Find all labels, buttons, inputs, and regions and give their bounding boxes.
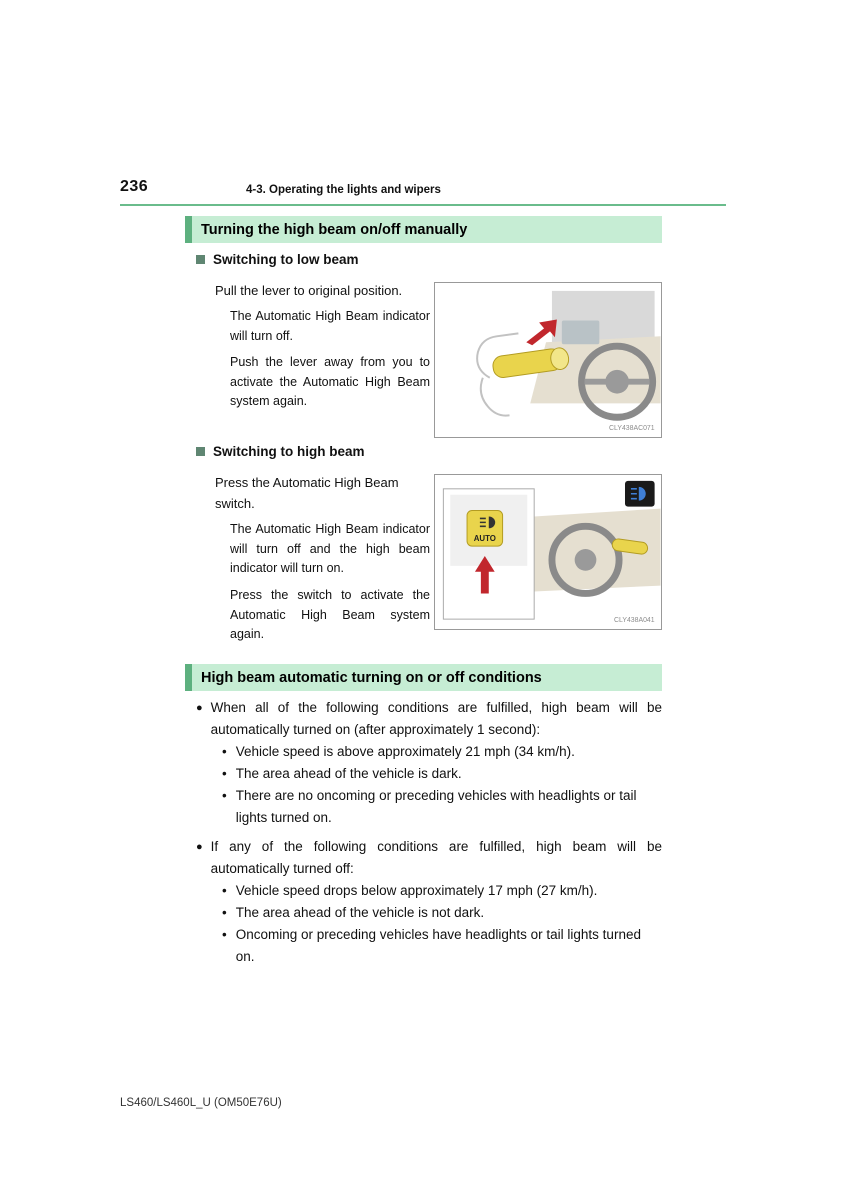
condition-item-text: The area ahead of the vehicle is not dark.: [235, 905, 485, 920]
condition-item: [222, 880, 662, 902]
sub-bullet-icon: •: [222, 905, 227, 920]
high-beam-para1: The Automatic High Beam indicator will turn off and the high beam indicator will turn on.: [230, 522, 430, 575]
nav-screen-shape: [562, 321, 600, 345]
condition-lead-text: If any of the following conditions are fulfilled, high beam will be automatically turned off:: [210, 839, 662, 876]
section-title-auto-conditions: [185, 664, 662, 691]
subheading-high-beam-text: Switching to high beam: [213, 444, 365, 459]
figure-caption: CLY438A041: [614, 617, 655, 625]
section-title-text: High beam automatic turning on or off conditions: [201, 669, 542, 686]
sub-bullet-icon: •: [222, 927, 227, 942]
figure-caption: CLY438AC071: [609, 425, 655, 433]
condition-item: [222, 741, 662, 763]
subheading-high-beam: [196, 444, 365, 459]
low-beam-lead: Pull the lever to original position.: [215, 283, 403, 298]
auto-high-beam-switch-icon: [467, 511, 503, 547]
condition-block-turn-off: [196, 836, 662, 968]
condition-item-text: Oncoming or preceding vehicles have headlights or tail lights turned on.: [235, 927, 641, 964]
bullet-icon: ●: [196, 841, 203, 853]
sub-bullet-icon: •: [222, 788, 227, 803]
footer-model-code: LS460/LS460L_U (OM50E76U): [120, 1097, 282, 1109]
switch-illustration: [435, 475, 661, 629]
high-beam-para2: Press the switch to activate the Automatic High Beam system again.: [230, 588, 430, 641]
page-number: 236: [120, 178, 149, 195]
bullet-icon: ●: [196, 702, 203, 714]
figure-lever-illustration: [434, 282, 662, 438]
section-title-text: Turning the high beam on/off manually: [201, 221, 468, 238]
steering-hub: [605, 370, 629, 394]
condition-item-text: Vehicle speed is above approximately 21 mph (34 km/h).: [235, 744, 575, 759]
condition-block-turn-on: [196, 697, 662, 829]
sub-bullet-icon: •: [222, 766, 227, 781]
condition-item: [222, 902, 662, 924]
condition-item: [222, 924, 662, 968]
condition-lead: [196, 697, 662, 741]
lever-illustration: [435, 283, 661, 437]
square-bullet-icon: [196, 447, 205, 456]
low-beam-para2: Push the lever away from you to activate the Automatic High Beam system again.: [230, 355, 430, 408]
condition-item: [222, 763, 662, 785]
running-header: 4-3. Operating the lights and wipers: [246, 184, 441, 196]
steering-hub: [575, 549, 597, 571]
sub-bullet-icon: •: [222, 744, 227, 759]
section-title-high-beam-manual: [185, 216, 662, 243]
condition-item-text: The area ahead of the vehicle is dark.: [235, 766, 462, 781]
auto-switch-label: AUTO: [473, 534, 496, 544]
condition-lead-text: When all of the following conditions are fulfilled, high beam will be automatically turned on (after approximately 1 second):: [210, 700, 662, 737]
square-bullet-icon: [196, 255, 205, 264]
condition-item-text: There are no oncoming or preceding vehicles with headlights or tail lights turned on.: [235, 788, 637, 825]
figure-switch-illustration: [434, 474, 662, 630]
condition-item: [222, 785, 662, 829]
sub-bullet-icon: •: [222, 883, 227, 898]
subheading-low-beam-text: Switching to low beam: [213, 252, 359, 267]
subheading-low-beam: [196, 252, 359, 267]
high-beam-lead: Press the Automatic High Beam switch.: [215, 475, 399, 511]
low-beam-para1: The Automatic High Beam indicator will turn off.: [230, 309, 430, 343]
hand-outline-2: [481, 378, 510, 416]
condition-item-text: Vehicle speed drops below approximately 17 mph (27 km/h).: [235, 883, 598, 898]
header-rule: [120, 204, 726, 206]
condition-lead: [196, 836, 662, 880]
